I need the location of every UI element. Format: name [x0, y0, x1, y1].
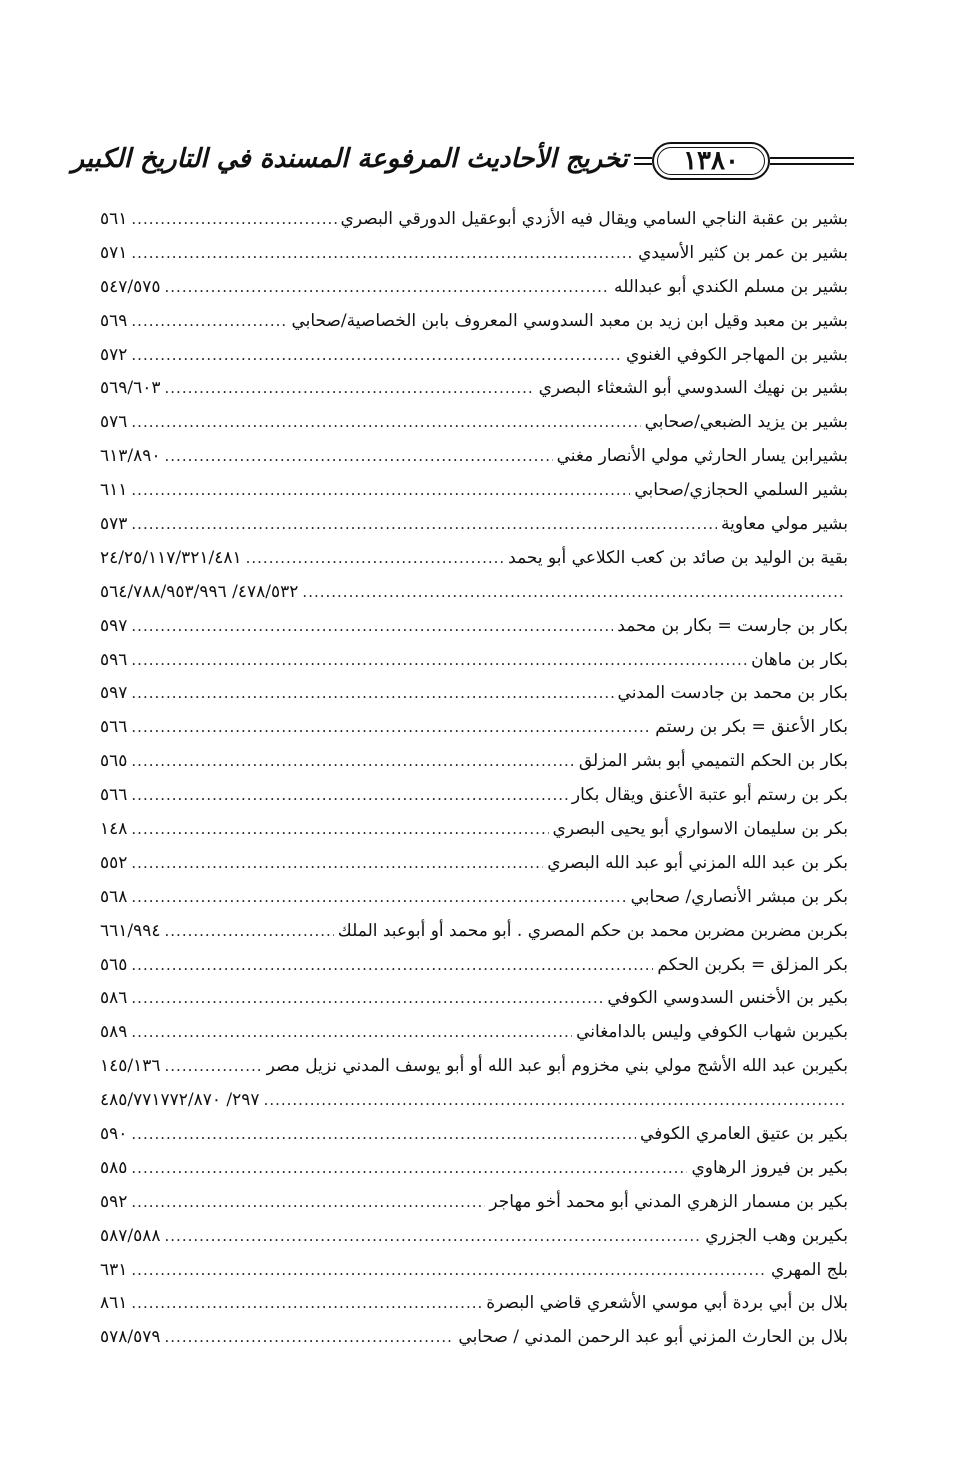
leader-dots: [131, 786, 567, 804]
index-entry: [100, 914, 848, 948]
entry-name: بشير بن يزيد الضبعي/صحابي: [644, 412, 848, 433]
entry-name: بشير بن عقبة الناجي السامي ويقال فيه الأزدي أبوعقيل الدورقي البصري: [340, 208, 848, 229]
entry-pages: ٥٩٧: [100, 683, 128, 704]
index-entry: [100, 405, 848, 439]
entry-name: بلال بن الحارث المزني أبو عبد الرحمن المدني / صحابي: [458, 1327, 848, 1348]
entry-name: بكار بن جارست = بكار بن محمد: [617, 615, 848, 636]
entry-name: بكار الأعنق = بكر بن رستم: [655, 717, 848, 738]
index-entry: [100, 270, 848, 304]
leader-dots: [131, 210, 336, 228]
index-entry: [100, 676, 848, 710]
leader-dots: [131, 752, 574, 770]
entry-pages: ٥٨٦: [100, 988, 128, 1009]
leader-dots: [131, 651, 747, 669]
entry-pages: ٥٦٩: [100, 310, 128, 331]
entry-name: بكيربن عبد الله الأشج مولي بني مخزوم أبو عبد الله أو أبو يوسف المدني نزيل مصر: [266, 1056, 848, 1077]
entry-name: بكر المزلق = بكربن الحكم: [657, 954, 848, 975]
leader-dots: [165, 1328, 455, 1346]
leader-dots: [131, 481, 630, 499]
entry-name: بشير بن المهاجر الكوفي الغنوي: [625, 344, 848, 365]
entry-name: بشير مولي معاوية: [721, 513, 848, 534]
entry-pages: ٥٦٩/٦٠٣: [100, 378, 161, 399]
entry-pages: ٦٦١/٩٩٤: [100, 920, 161, 941]
entry-pages: ٥٩٠: [100, 1123, 128, 1144]
leader-dots: [131, 854, 543, 872]
header-rule: [634, 163, 652, 165]
entry-pages: ٥٩٢: [100, 1191, 128, 1212]
page-number: ١٣٨٠: [683, 146, 739, 176]
leader-dots: [131, 1125, 636, 1143]
entry-pages: ٥٤٧/٥٧٥: [100, 276, 161, 297]
entry-name: بكربن مضربن مضربن محمد بن حكم المصري . أبو محمد أو أبوعبد الملك: [337, 920, 848, 941]
index-entry: [100, 744, 848, 778]
index-entry: [100, 880, 848, 914]
entry-name: بشيرابن يسار الحارثي مولي الأنصار مغني: [556, 446, 848, 467]
entry-pages: ٥٦٦: [100, 717, 128, 738]
index-list: [100, 202, 848, 1354]
entry-pages: ١٤٨: [100, 818, 128, 839]
entry-name: بكار بن الحكم التميمي أبو بشر المزلق: [578, 751, 848, 772]
entry-pages: ٦١٣/٨٩٠: [100, 446, 161, 467]
index-entry: [100, 1151, 848, 1185]
page-number-badge: [652, 142, 770, 180]
header-rule: [770, 157, 854, 159]
leader-dots: [131, 312, 287, 330]
index-entry: [100, 710, 848, 744]
index-entry: [100, 948, 848, 982]
leader-dots: [131, 346, 622, 364]
entry-pages: ٢٤/٢٥/١١٧/٣٢١/٤٨١: [100, 547, 242, 568]
leader-dots: [131, 718, 651, 736]
index-entry: [100, 846, 848, 880]
entry-pages: ٥٧٢: [100, 344, 128, 365]
index-entry-continuation: [100, 1083, 848, 1117]
leader-dots: [131, 820, 548, 838]
index-entry: [100, 439, 848, 473]
entry-pages: ٥٨٩: [100, 1022, 128, 1043]
leader-dots: [131, 684, 613, 702]
header-rule: [634, 157, 652, 159]
index-entry: [100, 507, 848, 541]
index-entry: [100, 1287, 848, 1321]
leader-dots: [131, 1294, 482, 1312]
entry-pages: ٥٦٦: [100, 785, 128, 806]
leader-dots: [165, 379, 535, 397]
entry-pages: ٥٩٦: [100, 649, 128, 670]
index-entry: [100, 473, 848, 507]
entry-name: بشير بن نهيك السدوسي أبو الشعثاء البصري: [538, 378, 848, 399]
entry-name: بكير بن فيروز الرهاوي: [691, 1157, 848, 1178]
index-entry: [100, 1253, 848, 1287]
index-entry: [100, 1015, 848, 1049]
entry-name: بقية بن الوليد بن صائد بن كعب الكلاعي أبو يحمد: [508, 547, 848, 568]
entry-name: بشير بن معبد وقيل ابن زيد بن معبد السدوسي المعروف بابن الخصاصية/صحابي: [291, 310, 848, 331]
index-entry: [100, 1320, 848, 1354]
entry-pages: ٦١١: [100, 480, 128, 501]
entry-name: بكار بن محمد بن جادست المدني: [617, 683, 848, 704]
book-title: تخريج الأحاديث المرفوعة المسندة في التاريخ الكبير: [71, 144, 628, 174]
entry-pages: ٥٧٦: [100, 412, 128, 433]
leader-dots: [131, 1023, 572, 1041]
leader-dots: [131, 1159, 687, 1177]
entry-name: بكير بن مسمار الزهري المدني أبو محمد أخو مهاجر: [489, 1191, 848, 1212]
index-entry: [100, 1049, 848, 1083]
entry-pages: ٥٦٥: [100, 751, 128, 772]
leader-dots: [131, 1193, 485, 1211]
index-entry: [100, 236, 848, 270]
entry-name: بكار بن ماهان: [751, 649, 848, 670]
leader-dots: [165, 922, 334, 940]
leader-dots: [302, 583, 844, 601]
index-entry: [100, 1117, 848, 1151]
leader-dots: [165, 278, 610, 296]
leader-dots: [131, 617, 613, 635]
index-entry-continuation: [100, 575, 848, 609]
leader-dots: [131, 413, 640, 431]
entry-name: بكيربن وهب الجزري: [705, 1225, 848, 1246]
index-entry: [100, 981, 848, 1015]
entry-name: بكر بن مبشر الأنصاري/ صحابي: [630, 886, 848, 907]
entry-pages: ٨٦١: [100, 1293, 128, 1314]
entry-pages: ٥٧٣: [100, 513, 128, 534]
entry-name: بلج المهري: [771, 1259, 848, 1280]
entry-pages: ٥٦٨: [100, 886, 128, 907]
entry-name: بشير بن مسلم الكندي أبو عبدالله: [613, 276, 848, 297]
leader-dots: [131, 244, 634, 262]
entry-pages: ٦٣١: [100, 1259, 128, 1280]
entry-name: بكيربن شهاب الكوفي وليس بالدامغاني: [576, 1022, 848, 1043]
entry-pages: ٤٧٨/٥٣٢/ ٥٦٤/٧٨٨/٩٥٣/٩٩٦: [100, 581, 299, 602]
leader-dots: [131, 515, 717, 533]
entry-pages: ٥٧١: [100, 242, 128, 263]
entry-name: بكر بن رستم أبو عتبة الأعنق ويقال بكار: [571, 785, 848, 806]
entry-name: بكر بن سليمان الاسواري أبو يحيى البصري: [552, 818, 848, 839]
index-entry: [100, 371, 848, 405]
index-entry: [100, 1219, 848, 1253]
index-entry: [100, 609, 848, 643]
index-entry: [100, 304, 848, 338]
index-entry: [100, 202, 848, 236]
index-entry: [100, 778, 848, 812]
entry-name: بكير بن الأخنس السدوسي الكوفي: [607, 988, 848, 1009]
leader-dots: [131, 888, 626, 906]
leader-dots: [165, 1057, 263, 1075]
entry-pages: ٥٧٨/٥٧٩: [100, 1327, 161, 1348]
entry-pages: ٥٨٧/٥٨٨: [100, 1225, 161, 1246]
entry-pages: ١٤٥/١٣٦: [100, 1056, 161, 1077]
leader-dots: [131, 956, 653, 974]
index-entry: [100, 812, 848, 846]
entry-pages: ٥٨٥: [100, 1157, 128, 1178]
entry-name: بكر بن عبد الله المزني أبو عبد الله البصري: [547, 852, 848, 873]
index-entry: [100, 338, 848, 372]
leader-dots: [165, 1227, 702, 1245]
leader-dots: [246, 549, 505, 567]
index-entry: [100, 643, 848, 677]
entry-pages: ٢٩٧/ ٤٨٥/٧٧١٧٧٢/٨٧٠: [100, 1090, 260, 1111]
entry-name: بلال بن أبي بردة أبي موسي الأشعري قاضي البصرة: [486, 1293, 848, 1314]
entry-pages: ٥٦١: [100, 208, 128, 229]
entry-pages: ٥٩٧: [100, 615, 128, 636]
leader-dots: [165, 447, 553, 465]
entry-pages: ٥٥٢: [100, 852, 128, 873]
index-entry: [100, 541, 848, 575]
leader-dots: [131, 1261, 767, 1279]
entry-name: بكير بن عتيق العامري الكوفي: [640, 1123, 848, 1144]
entry-pages: ٥٦٥: [100, 954, 128, 975]
header-rule: [770, 163, 854, 165]
entry-name: بشير بن عمر بن كثير الأسيدي: [638, 242, 848, 263]
leader-dots: [131, 989, 603, 1007]
leader-dots: [264, 1091, 844, 1109]
page-header: [71, 140, 854, 188]
index-entry: [100, 1185, 848, 1219]
entry-name: بشير السلمي الحجازي/صحابي: [634, 480, 848, 501]
